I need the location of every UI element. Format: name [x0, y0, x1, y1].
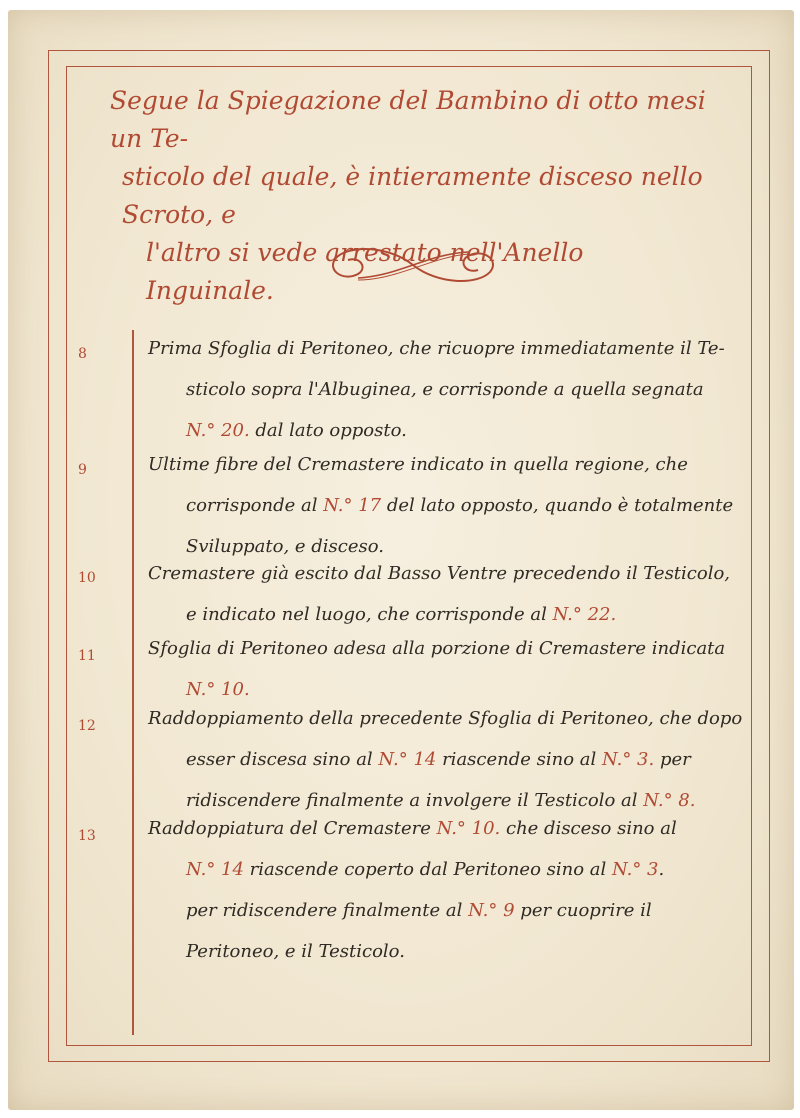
- entry-number: 12: [78, 718, 96, 734]
- entry-text: Cremastere già escito dal Basso Ventre precedendo il Testicolo,: [148, 563, 731, 584]
- entry-text: del lato opposto, quando è totalmente: [381, 495, 734, 516]
- reference-number: N.° 8.: [643, 790, 696, 811]
- entry-line: [148, 369, 743, 410]
- entry-text: sticolo sopra l'Albuginea, e corrisponde a quella segnata: [186, 379, 704, 400]
- entry-text: per ridiscendere finalmente al: [186, 900, 469, 921]
- entry-number: 10: [78, 570, 96, 586]
- reference-number: N.° 14: [186, 859, 244, 880]
- entry-number: 13: [78, 828, 96, 844]
- entry-text: per cuoprire il: [514, 900, 652, 921]
- entry-text: Ultime fibre del Cremastere indicato in quella regione, che: [148, 454, 688, 475]
- reference-number: N.° 9: [468, 900, 515, 921]
- reference-number: N.° 22.: [552, 604, 617, 625]
- reference-number: N.° 3.: [602, 749, 655, 770]
- legend-entry: [148, 698, 743, 821]
- decorative-flourish: [318, 240, 508, 290]
- entry-text: ridiscendere finalmente a involgere il Testicolo al: [186, 790, 644, 811]
- entry-text: per: [654, 749, 691, 770]
- entry-line: [148, 808, 743, 849]
- entry-text: Sfoglia di Peritoneo adesa alla porzione di Cremastere indicata: [148, 638, 726, 659]
- legend-entry: [148, 444, 743, 567]
- entry-number: 8: [78, 346, 87, 362]
- entry-number: 9: [78, 462, 87, 478]
- legend-entry: [148, 808, 743, 972]
- title-line: l'altro si vede arrestato nell'Anello Inguinale.: [146, 238, 584, 305]
- entry-text: .: [658, 859, 665, 880]
- entry-line: [148, 485, 743, 526]
- entry-line: [148, 849, 743, 890]
- entry-line: [148, 698, 743, 739]
- title-line: Segue la Spiegazione del Bambino di otto mesi un Te-: [110, 86, 706, 153]
- entry-text: e indicato nel luogo, che corrisponde al: [186, 604, 553, 625]
- reference-number: N.° 10.: [436, 818, 501, 839]
- entry-text: Raddoppiatura del Cremastere: [148, 818, 437, 839]
- entry-line: [148, 890, 743, 931]
- entry-text: riascende coperto dal Peritoneo sino al: [243, 859, 612, 880]
- reference-number: N.° 3: [612, 859, 659, 880]
- legend-entry: [148, 553, 743, 635]
- entry-line: [148, 444, 743, 485]
- entry-text: Prima Sfoglia di Peritoneo, che ricuopre immediatamente il Te-: [148, 338, 725, 359]
- entry-text: esser discesa sino al: [186, 749, 379, 770]
- entry-text: corrisponde al: [186, 495, 324, 516]
- entry-text: Sviluppato, e disceso.: [186, 536, 384, 557]
- entry-text: Peritoneo, e il Testicolo.: [186, 941, 405, 962]
- reference-number: N.° 10.: [186, 679, 250, 700]
- entry-line: [148, 739, 743, 780]
- title-line: sticolo del quale, è intieramente disceso nello Scroto, e: [122, 162, 703, 229]
- reference-number: N.° 17: [323, 495, 382, 516]
- entry-line: [148, 553, 743, 594]
- reference-number: N.° 20.: [186, 420, 250, 441]
- entry-line: [148, 328, 743, 369]
- entry-line: [148, 628, 743, 669]
- entry-text: Raddoppiamento della precedente Sfoglia di Peritoneo, che dopo: [148, 708, 743, 729]
- reference-number: N.° 14: [378, 749, 437, 770]
- entry-text: che disceso sino al: [500, 818, 677, 839]
- margin-rule: [132, 330, 134, 1035]
- entry-line: [148, 931, 743, 972]
- entry-number: 11: [78, 648, 96, 664]
- legend-entry: [148, 328, 743, 451]
- entry-text: riascende sino al: [436, 749, 602, 770]
- entry-text: dal lato opposto.: [249, 420, 407, 441]
